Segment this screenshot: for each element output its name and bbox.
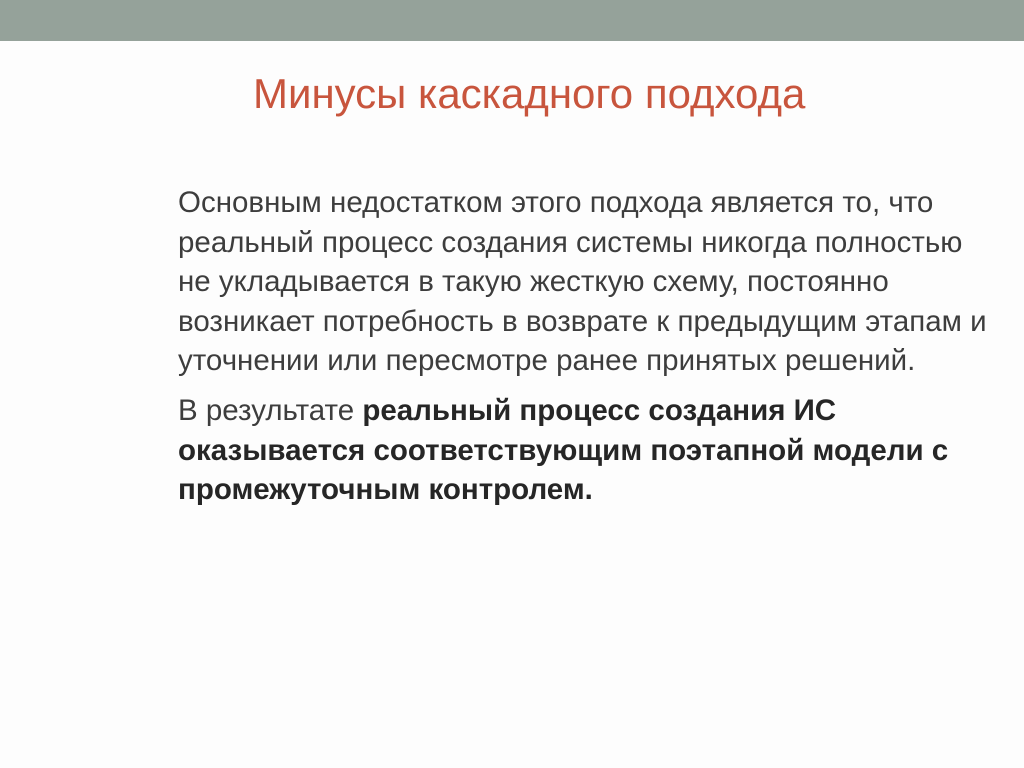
paragraph-result-lead: В результате (178, 393, 363, 427)
paragraph-main-drawback: Основным недостатком этого подхода является то, что реальный процесс создания системы никогда полностью не укладывается в такую жесткую схему, постоянно возникает потребность в возврате к предыдущим этапам и уточнении или пересмотре ранее принятых решений. (178, 186, 987, 378)
paragraph-result-emphasis: реальный процесс создания ИС оказывается соответствующим поэтапной модели с промежуточным контролем. (178, 393, 949, 507)
slide-title: Минусы каскадного подхода (253, 70, 806, 117)
slide-body (178, 183, 988, 510)
paragraph-result (178, 391, 988, 510)
top-bar (0, 0, 1024, 41)
